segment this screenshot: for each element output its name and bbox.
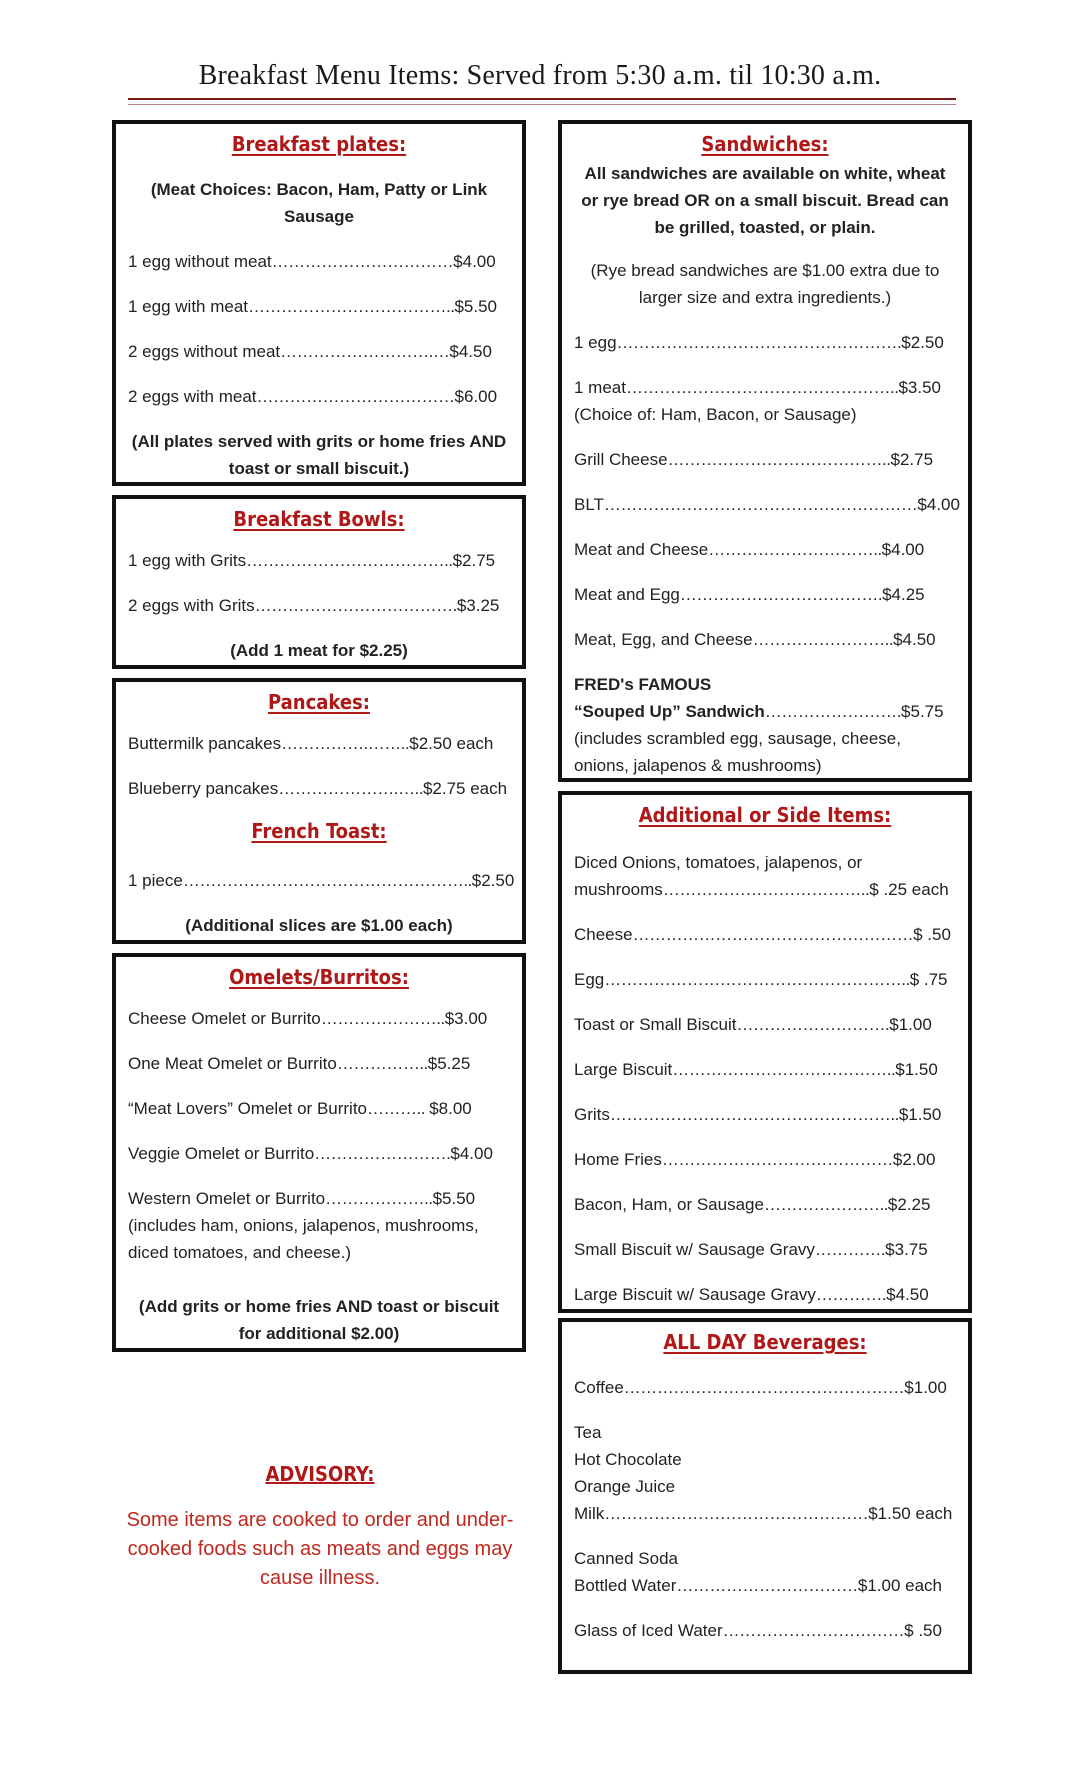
menu-item: Large Biscuit w/ Sausage Gravy………….$4.50 — [574, 1285, 929, 1304]
menu-item: Grits……………………………………………..$1.50 — [574, 1105, 942, 1124]
page-title: Breakfast Menu Items: Served from 5:30 a.m. til 10:30 a.m. — [198, 60, 882, 91]
menu-item: 1 meat…………………………………………..$3.50 — [574, 378, 941, 397]
menu-item: Meat, Egg, and Cheese……………………..$4.50 — [574, 630, 936, 649]
menu-item: Cheese……………………………………………$ .50 — [574, 925, 951, 944]
french-toast-heading: French Toast: — [251, 819, 387, 843]
meat-choice-note: (Choice of: Ham, Bacon, or Sausage) — [574, 405, 857, 424]
menu-item: 2 eggs with Grits……………………………….$3.25 — [128, 596, 500, 615]
omelets-heading: Omelets/Burritos: — [229, 965, 409, 989]
menu-item: BLT…………………………………………………$4.00 — [574, 495, 960, 514]
breakfast-plates-box — [112, 120, 526, 486]
souped-up-note: (includes scrambled egg, sausage, cheese, onions, jalapenos & mushrooms) — [574, 729, 901, 775]
menu-item: 2 eggs without meat……………………….…$4.50 — [128, 342, 492, 361]
meat-choices-note: (Meat Choices: Bacon, Ham, Patty or Link Sausage — [150, 180, 488, 226]
beverage-name: Orange Juice — [574, 1477, 676, 1496]
menu-item: Veggie Omelet or Burrito…………………….$4.00 — [128, 1144, 493, 1163]
beverages-heading: ALL DAY Beverages: — [663, 1330, 867, 1354]
omelets-box — [112, 953, 526, 1352]
beverage-name: Tea — [574, 1423, 602, 1442]
menu-item: Small Biscuit w/ Sausage Gravy………….$3.75 — [574, 1240, 928, 1259]
advisory-text: Some items are cooked to order and under-cooked foods such as meats and eggs may cause illness. — [126, 1509, 514, 1589]
menu-item: Large Biscuit…………………………………..$1.50 — [574, 1060, 938, 1079]
menu-item: “Meat Lovers” Omelet or Burrito……….. $8.00 — [128, 1099, 472, 1118]
sandwiches-box — [558, 120, 972, 782]
menu-item: Grill Cheese…………………………………..$2.75 — [574, 450, 934, 469]
diced-veg-label: Diced Onions, tomatoes, jalapenos, or — [574, 853, 863, 872]
side-items-box — [558, 791, 972, 1313]
menu-item: 1 egg with meat………………………………..$5.50 — [128, 297, 498, 316]
sandwiches-heading: Sandwiches: — [701, 132, 829, 156]
menu-item: Coffee……………………………………………$1.00 — [574, 1378, 947, 1397]
rye-bread-note: (Rye bread sandwiches are $1.00 extra due to larger size and extra ingredients.) — [590, 261, 940, 307]
western-omelet-note: (includes ham, onions, jalapenos, mushrooms, diced tomatoes, and cheese.) — [128, 1216, 479, 1262]
title-rule-thin — [128, 104, 956, 105]
menu-item: 1 egg…………………………………………….$2.50 — [574, 333, 944, 352]
pancakes-heading: Pancakes: — [268, 690, 370, 714]
breakfast-plates-heading: Breakfast plates: — [231, 132, 407, 156]
menu-item: 1 egg without meat……………………………$4.00 — [128, 252, 496, 271]
menu-item: Meat and Cheese…………………………..$4.00 — [574, 540, 925, 559]
french-toast-footer-note: (Additional slices are $1.00 each) — [185, 916, 453, 935]
beverage-name: Canned Soda — [574, 1549, 678, 1568]
menu-item: mushrooms………………………………..$ .25 each — [574, 880, 949, 899]
beverage-name: Hot Chocolate — [574, 1450, 682, 1469]
menu-item: Egg………………………………………………..$ .75 — [574, 970, 948, 989]
omelets-footer-note: (Add grits or home fries AND toast or biscuit for additional $2.00) — [138, 1297, 500, 1343]
menu-item: Western Omelet or Burrito………………..$5.50 — [128, 1189, 476, 1208]
menu-item: Meat and Egg……………………………….$4.25 — [574, 585, 925, 604]
menu-item: Bacon, Ham, or Sausage…………………..$2.25 — [574, 1195, 931, 1214]
breakfast-bowls-heading: Breakfast Bowls: — [233, 507, 405, 531]
advisory-heading: ADVISORY: — [265, 1462, 375, 1486]
beverages-box — [558, 1318, 972, 1674]
menu-item: 1 piece……………………………………………..$2.50 — [128, 871, 515, 890]
freds-famous-label: FRED's FAMOUS — [574, 675, 712, 694]
sandwiches-intro: All sandwiches are available on white, wheat or rye bread OR on a small biscuit. Bread can be grilled, toasted, or plain. — [581, 164, 949, 237]
title-rule — [128, 98, 956, 100]
bowls-footer-note: (Add 1 meat for $2.25) — [230, 641, 408, 660]
menu-item: Bottled Water……………………………$1.00 each — [574, 1576, 942, 1595]
menu-item: Blueberry pancakes………………….…..$2.75 each — [128, 779, 508, 798]
pancakes-box — [112, 678, 526, 944]
menu-item: Cheese Omelet or Burrito…………………..$3.00 — [128, 1009, 488, 1028]
menu-item: Toast or Small Biscuit……………………….$1.00 — [574, 1015, 932, 1034]
menu-item: “Souped Up” Sandwich…………………….$5.75 — [574, 702, 944, 721]
menu-item: One Meat Omelet or Burrito……………..$5.25 — [128, 1054, 471, 1073]
side-items-heading: Additional or Side Items: — [638, 803, 892, 827]
menu-item: 2 eggs with meat………………………………$6.00 — [128, 387, 498, 406]
plates-footer-note: (All plates served with grits or home fries AND toast or small biscuit.) — [131, 432, 507, 478]
menu-item: 1 egg with Grits………………………………..$2.75 — [128, 551, 496, 570]
menu-item: Glass of Iced Water……………………………$ .50 — [574, 1621, 942, 1640]
menu-item: Buttermilk pancakes…………….……..$2.50 each — [128, 734, 494, 753]
breakfast-bowls-box — [112, 495, 526, 669]
menu-item: Milk…………………………………………$1.50 each — [574, 1504, 953, 1523]
menu-item: Home Fries……………………………………$2.00 — [574, 1150, 936, 1169]
